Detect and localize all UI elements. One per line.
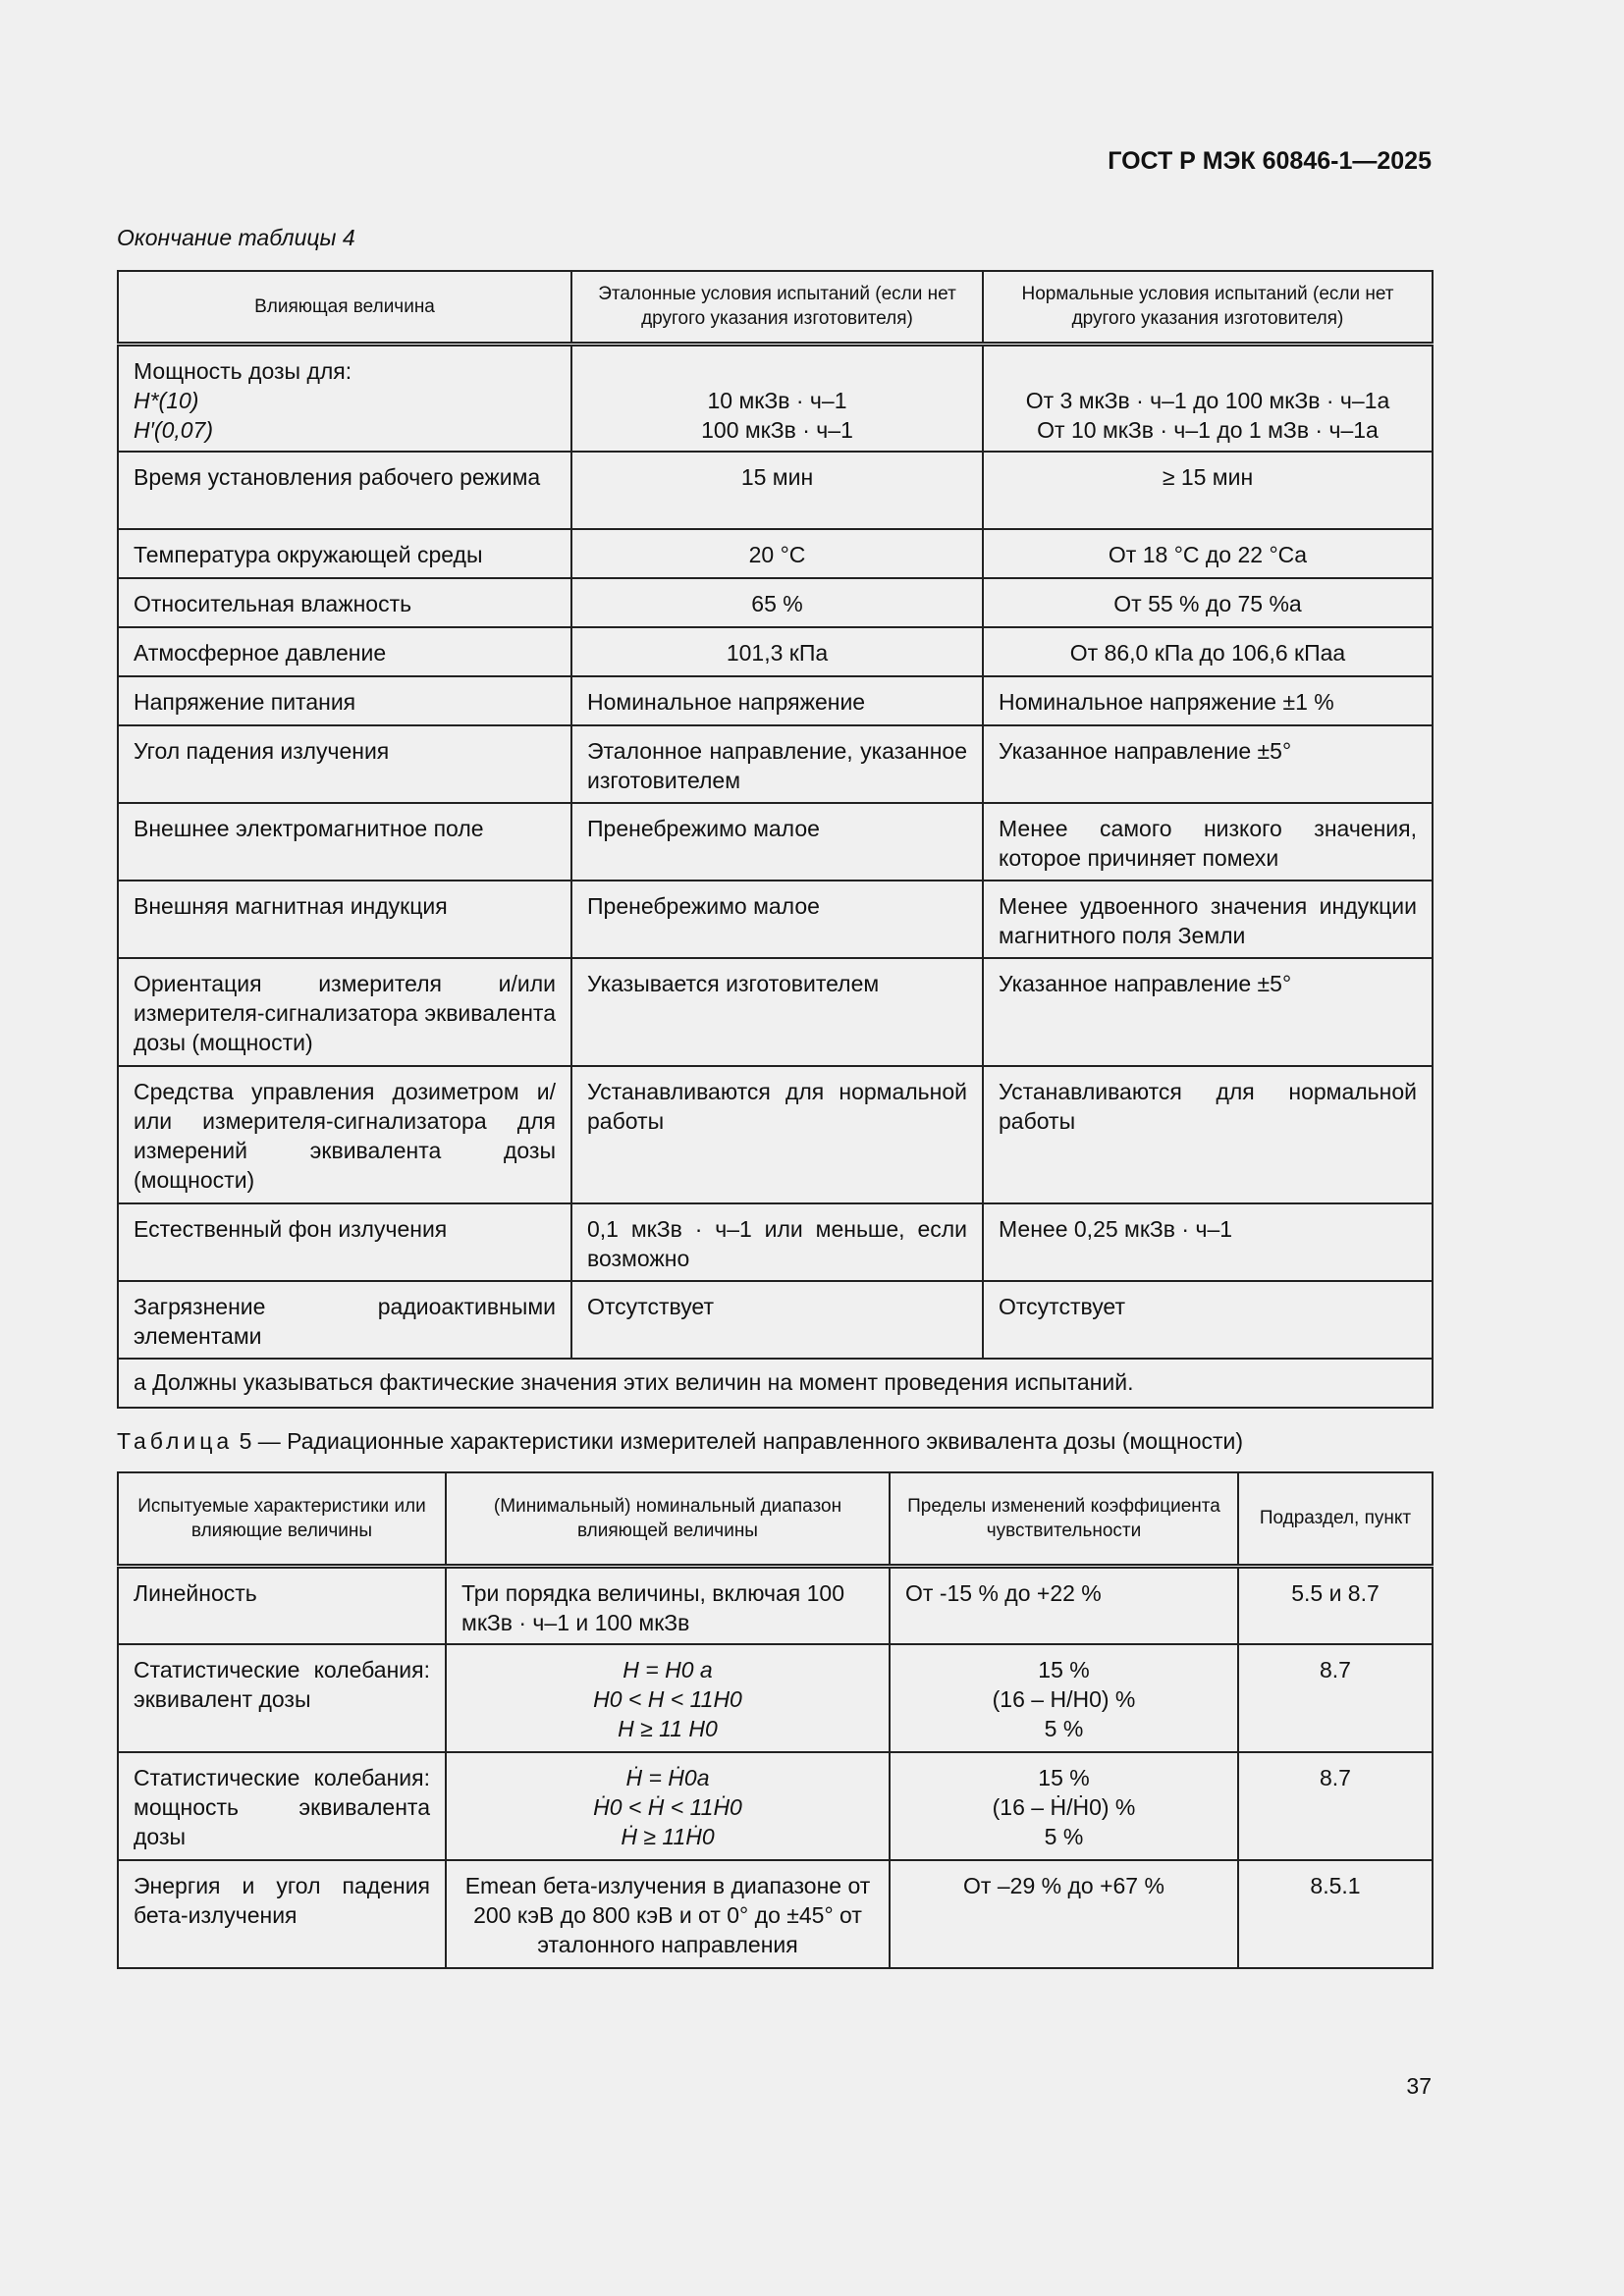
table-row bbox=[118, 1566, 1433, 1644]
document-code: ГОСТ Р МЭК 60846-1—2025 bbox=[1108, 147, 1432, 175]
table5-cell-range bbox=[446, 1644, 890, 1752]
table4-cell-reference: Эталонное направление, указанное изготовителем bbox=[571, 725, 983, 803]
table4-cell-reference: Устанавливаются для нормальной работы bbox=[571, 1066, 983, 1203]
table4-cell-reference: 101,3 кПа bbox=[571, 627, 983, 676]
table5-cell-clause: 8.7 bbox=[1238, 1644, 1433, 1752]
dose-rate-h10: H*(10) bbox=[134, 387, 199, 413]
table4-cell-normal: Менее 0,25 мкЗв · ч–1 bbox=[983, 1203, 1433, 1281]
table5-header-clause: Подраздел, пункт bbox=[1238, 1472, 1433, 1566]
table5-caption-text: — Радиационные характеристики измерителей направленного эквивалента дозы (мощности) bbox=[257, 1428, 1244, 1454]
table-row bbox=[118, 1752, 1433, 1860]
table5-header-range: (Минимальный) номинальный диапазон влияющей величины bbox=[446, 1472, 890, 1566]
table4-header-normal: Нормальные условия испытаний (если нет другого указания изготовителя) bbox=[983, 271, 1433, 344]
table5-cell-characteristic: Статистические колебания: эквивалент дозы bbox=[118, 1644, 446, 1752]
table-row bbox=[118, 881, 1433, 958]
limit-line: 5 % bbox=[1044, 1823, 1084, 1849]
table5-cell-clause: 8.7 bbox=[1238, 1752, 1433, 1860]
table4-cell-normal: Указанное направление ±5° bbox=[983, 958, 1433, 1066]
dose-rate-label: Мощность дозы для: bbox=[134, 357, 352, 384]
table5-caption-number: 5 bbox=[239, 1428, 252, 1454]
table4-cell-normal: Устанавливаются для нормальной работы bbox=[983, 1066, 1433, 1203]
table4-cell-reference: Номинальное напряжение bbox=[571, 676, 983, 725]
limit-line: 5 % bbox=[1044, 1715, 1084, 1741]
table5-cell-clause: 5.5 и 8.7 bbox=[1238, 1566, 1433, 1644]
table4-cell-quantity: Ориентация измерителя и/или измерителя-сигнализатора эквивалента дозы (мощности) bbox=[118, 958, 571, 1066]
table5 bbox=[117, 1471, 1434, 1969]
table5-cell-limits: От –29 % до +67 % bbox=[890, 1860, 1238, 1968]
table-row bbox=[118, 1203, 1433, 1281]
table-row bbox=[118, 452, 1433, 529]
table5-header-characteristic: Испытуемые характеристики или влияющие величины bbox=[118, 1472, 446, 1566]
table4-cell-normal bbox=[983, 344, 1433, 452]
range-line: H0 < H < 11H0 bbox=[593, 1685, 742, 1712]
table-row bbox=[118, 344, 1433, 452]
table5-caption bbox=[117, 1428, 1243, 1455]
table-row bbox=[118, 725, 1433, 803]
table4-cell-normal: От 86,0 кПа до 106,6 кПаa bbox=[983, 627, 1433, 676]
table-row bbox=[118, 676, 1433, 725]
table-row bbox=[118, 1281, 1433, 1359]
table4-cell-quantity: Напряжение питания bbox=[118, 676, 571, 725]
table4-cell-reference: 65 % bbox=[571, 578, 983, 627]
table4-cell-quantity bbox=[118, 344, 571, 452]
range-line: Ḣ0 < Ḣ < 11Ḣ0 bbox=[593, 1793, 742, 1820]
dose-rate-ref-h007: 100 мкЗв · ч–1 bbox=[701, 416, 853, 443]
table5-cell-limits bbox=[890, 1644, 1238, 1752]
table4-cell-normal: От 18 °C до 22 °Ca bbox=[983, 529, 1433, 578]
table5-cell-limits bbox=[890, 1752, 1238, 1860]
table4-cell-reference bbox=[571, 344, 983, 452]
table4-cell-normal: Менее самого низкого значения, которое причиняет помехи bbox=[983, 803, 1433, 881]
table5-cell-range: Три порядка величины, включая 100 мкЗв · ч–1 и 100 мкЗв bbox=[446, 1566, 890, 1644]
dose-rate-norm-h007: От 10 мкЗв · ч–1 до 1 мЗв · ч–1a bbox=[1037, 416, 1379, 443]
table4-continuation-label: Окончание таблицы 4 bbox=[117, 225, 355, 250]
page-number: 37 bbox=[1406, 2073, 1432, 2099]
table4-cell-reference: Указывается изготовителем bbox=[571, 958, 983, 1066]
table4-header-row bbox=[118, 271, 1433, 344]
table4-cell-reference: Отсутствует bbox=[571, 1281, 983, 1359]
table-row bbox=[118, 1860, 1433, 1968]
table4-cell-reference: Пренебрежимо малое bbox=[571, 803, 983, 881]
table-row bbox=[118, 529, 1433, 578]
table5-cell-limits: От -15 % до +22 % bbox=[890, 1566, 1238, 1644]
table4-cell-quantity: Загрязнение радиоактивными элементами bbox=[118, 1281, 571, 1359]
table5-caption-word: Таблица bbox=[117, 1428, 234, 1454]
table-row bbox=[118, 1066, 1433, 1203]
table4-cell-normal: Менее удвоенного значения индукции магнитного поля Земли bbox=[983, 881, 1433, 958]
table4-cell-quantity: Угол падения излучения bbox=[118, 725, 571, 803]
table4-cell-reference: Пренебрежимо малое bbox=[571, 881, 983, 958]
table4-cell-quantity: Средства управления дозиметром и/или измерителя-сигнализатора для измерений эквивалента дозы (мощности) bbox=[118, 1066, 571, 1203]
table4-footnote: a Должны указываться фактические значения этих величин на момент проведения испытаний. bbox=[118, 1359, 1433, 1408]
table4-header-reference: Эталонные условия испытаний (если нет другого указания изготовителя) bbox=[571, 271, 983, 344]
table4-cell-quantity: Атмосферное давление bbox=[118, 627, 571, 676]
limit-line: 15 % bbox=[1038, 1656, 1090, 1682]
limit-line: (16 – H/H0) % bbox=[992, 1685, 1136, 1712]
table4-cell-quantity: Время установления рабочего режима bbox=[118, 452, 571, 529]
table4-footnote-row bbox=[118, 1359, 1433, 1408]
table4-cell-quantity: Относительная влажность bbox=[118, 578, 571, 627]
table4-cell-quantity: Внешняя магнитная индукция bbox=[118, 881, 571, 958]
table4-cell-quantity: Температура окружающей среды bbox=[118, 529, 571, 578]
table-row bbox=[118, 803, 1433, 881]
table4-cell-normal: От 55 % до 75 %a bbox=[983, 578, 1433, 627]
table4-cell-quantity: Внешнее электромагнитное поле bbox=[118, 803, 571, 881]
limit-line: (16 – Ḣ/Ḣ0) % bbox=[992, 1793, 1136, 1820]
table5-cell-characteristic: Энергия и угол падения бета-излучения bbox=[118, 1860, 446, 1968]
limit-line: 15 % bbox=[1038, 1764, 1090, 1790]
table4-cell-normal: Отсутствует bbox=[983, 1281, 1433, 1359]
range-line: Ḣ ≥ 11Ḣ0 bbox=[621, 1823, 715, 1849]
table5-header-limits: Пределы изменений коэффициента чувствительности bbox=[890, 1472, 1238, 1566]
table4-header-quantity: Влияющая величина bbox=[118, 271, 571, 344]
table5-cell-clause: 8.5.1 bbox=[1238, 1860, 1433, 1968]
table-row bbox=[118, 958, 1433, 1066]
table4-cell-reference: 15 мин bbox=[571, 452, 983, 529]
table5-header-row bbox=[118, 1472, 1433, 1566]
table4-cell-normal: Номинальное напряжение ±1 % bbox=[983, 676, 1433, 725]
table-row bbox=[118, 1644, 1433, 1752]
table5-cell-characteristic: Статистические колебания: мощность эквивалента дозы bbox=[118, 1752, 446, 1860]
dose-rate-norm-h10: От 3 мкЗв · ч–1 до 100 мкЗв · ч–1a bbox=[1025, 387, 1390, 413]
table5-cell-characteristic: Линейность bbox=[118, 1566, 446, 1644]
table4-cell-reference: 20 °C bbox=[571, 529, 983, 578]
table5-cell-range: Emean бета-излучения в диапазоне от 200 кэВ до 800 кэВ и от 0° до ±45° от эталонного направления bbox=[446, 1860, 890, 1968]
table-row bbox=[118, 578, 1433, 627]
dose-rate-ref-h10: 10 мкЗв · ч–1 bbox=[707, 387, 847, 413]
table4-cell-reference: 0,1 мкЗв · ч–1 или меньше, если возможно bbox=[571, 1203, 983, 1281]
dose-rate-h007: H′(0,07) bbox=[134, 416, 214, 443]
range-line: Ḣ = Ḣ0a bbox=[625, 1764, 710, 1790]
table4-cell-quantity: Естественный фон излучения bbox=[118, 1203, 571, 1281]
table5-cell-range bbox=[446, 1752, 890, 1860]
table-row bbox=[118, 627, 1433, 676]
table4 bbox=[117, 270, 1434, 1409]
table4-cell-normal: ≥ 15 мин bbox=[983, 452, 1433, 529]
range-line: H ≥ 11 H0 bbox=[618, 1715, 718, 1741]
table4-cell-normal: Указанное направление ±5° bbox=[983, 725, 1433, 803]
range-line: H = H0 a bbox=[623, 1656, 713, 1682]
